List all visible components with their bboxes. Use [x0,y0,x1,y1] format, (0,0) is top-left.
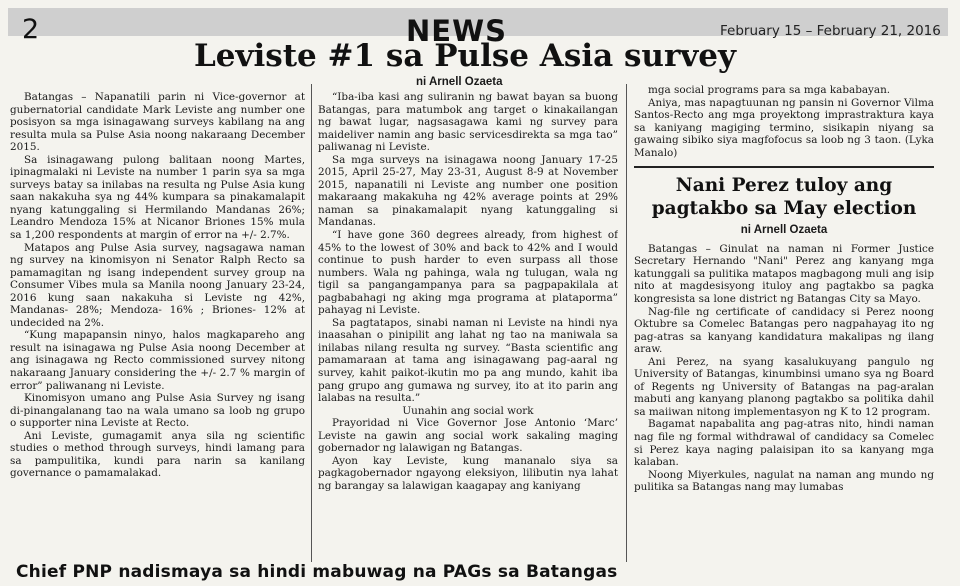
paragraph: Sa isinagawang pulong balitaan noong Martes, ipinagmalaki ni Leviste na number 1 parin sya sa mga surveys batay sa inilabas na resulta ng Pulse Asia kung saan nakakuha sya ng 44% kumpara sa pinakamalapit nyang katunggaling si Hermilando Mandanas 26%; Leandro Mendoza 15% at Nicanor Briones 15% mula sa 1,200 respondents at margin of error na +/- 2.7%. [10,153,305,242]
paragraph: Batangas – Ginulat na naman ni Former Justice Secretary Hernando "Nani" Perez ang kanyang mga katunggali sa pulitika matapos magbagong muli ang isip nito at magdesisyong ituloy ang pagtakbo sa pagka kongresista sa lone district ng Batangas City sa Mayo. [634,242,934,306]
paragraph: “Iba-iba kasi ang suliranin ng bawat bayan sa buong Batangas, para matumbok ang target o kinakailangan ng bawat lugar, nagsasagawa kami ng survey para maideliver namin ang basic servicesdirekta sa mga tao” paliwanag ni Leviste. [318,91,618,154]
paragraph: Matapos ang Pulse Asia survey, nagsagawa naman ng survey na kinomisyon ni Senator Ralph Recto sa pamamagitan ng isang independent survey group na Consumer Vibes mula sa Manila noong January 23-24, 2016 kung saan nakakuha si Leviste ng 42%, Mandanas- 28%; Mendoza- 16% ; Briones- 12% at undecided na 2%. [10,241,305,329]
column-divider [311,84,312,562]
paragraph: Prayoridad ni Vice Governor Jose Antonio ‘Marc’ Leviste na gawin ang social work sakaling maging gobernador ng lalawigan ng Batangas. [318,417,618,455]
paragraph: Ani Perez, na syang kasalukuyang pangulo ng University of Batangas, kinumbinsi umano sya ng Board of Regents ng University of Batangas na pag-aralan mabuti ang kanyang planong pagtakbo sa politika dahil sa maiiwan nitong implementasyon ng K to 12 program. [634,355,934,418]
paragraph: Ani Leviste, gumagamit anya sila ng scientific studies o method through surveys, hindi lamang para sa pampulitika, kundi para narin sa kanilang governance o pamamalakad. [10,429,305,480]
paragraph: Ayon kay Leviste, kung mananalo siya sa pagkagobernador ngayong eleksiyon, lilibutin nya lahat ng barangay sa lalawigan kaagapay ang kaniyang [318,454,618,492]
article-column-1 [10,91,305,561]
article-column-3 [634,84,934,554]
bottom-headline: Chief PNP nadismaya sa hindi mabuwag na PAGs sa Batangas [16,562,618,582]
main-headline: Leviste #1 sa Pulse Asia survey [193,38,737,74]
issue-date: February 15 – February 21, 2016 [720,23,941,39]
paragraph: Nag-file ng certificate of candidacy si Perez noong Oktubre sa Comelec Batangas pero nagpahayag ito ng pag-atras sa kanyang kandidatura makalipas ng ilang araw. [634,305,934,356]
paragraph: Noong Miyerkules, nagulat na naman ang mundo ng pulitika sa Batangas nang may lumabas [634,468,934,494]
paragraph: Sa mga surveys na isinagawa noong January 17-25 2015, April 25-27, May 23-31, August 8-9 at November 2015, napanatili ni Leviste ang number one position makaraang makakuha ng 42% average points at 29% naman sa pinakamalapit nyang katunggaling si Mandanas. [318,153,618,229]
paragraph: Aniya, mas napagtuunan ng pansin ni Governor Vilma Santos-Recto ang mga proyektong imprastraktura kaya sa kaniyang magiging termino, sisikapin niyang sa gawaing sibiko siya magfofocus sa loob ng 3 taon. (Lyka Manalo) [634,96,934,159]
article-column-2 [318,91,618,561]
column-divider [626,84,627,562]
paragraph: mga social programs para sa mga kababayan. [648,84,891,96]
section-title: NEWS [406,14,507,48]
story-separator [634,166,934,168]
page-number: 2 [22,14,40,45]
paragraph: Sa pagtatapos, sinabi naman ni Leviste na hindi nya inaasahan o pinipilit ang lahat ng tao na maniwala sa inilabas nilang resulta ng survey. “Basta scientific ang pamamaraan at tama ang isinagawang pag-aaral ng survey, kahit paikot-ikutin mo pa ang mundo, kahit iba pang grupo ang gumawa ng survey, ito at ito parin ang lalabas na resulta.” [318,316,618,405]
subheading: Uunahin ang social work [402,404,534,417]
paragraph: Batangas – Napanatili parin ni Vice-governor at gubernatorial candidate Mark Leviste ang number one posisyon sa mga isinagawang surveys kabilang na ang resulta mula sa Pulse Asia noong nakaraang December 2015. [10,91,305,154]
main-byline: ni Arnell Ozaeta [416,76,503,88]
paragraph: “I have gone 360 degrees already, from highest of 45% to the lowest of 30% and back to 42% and I would continue to push harder to even surpass all those numbers. Wala ng pahinga, wala ng tulugan, wala ng tigil sa pangangampanya para sa pagpapakilala at pagbabahagi ng aking mga programa at plataporma” pahayag ni Leviste. [318,229,618,317]
paragraph: Kinomisyon umano ang Pulse Asia Survey ng isang di-pinangalanang tao na wala umano sa loob ng grupo o supporter nina Leviste at Recto. [10,392,305,430]
paragraph: “Kung mapapansin ninyo, halos magkapareho ang result na isinagawa ng Pulse Asia noong December at ang isinagawa ng Recto commissioned survey nitong nakaraang January considering the +/- 2.7 % margin of error” paliwanang ni Leviste. [10,329,305,392]
second-byline: ni Arnell Ozaeta [740,224,828,237]
paragraph: Bagamat napabalita ang pag-atras nito, hindi naman nag file ng formal withdrawal of candidacy sa Comelec si Perez kaya naging palaisipan ito sa kanyang mga kalaban. [634,418,934,469]
page-header-bar [8,8,948,48]
second-headline: Nani Perez tuloy ang pagtakbo sa May election [651,175,917,220]
